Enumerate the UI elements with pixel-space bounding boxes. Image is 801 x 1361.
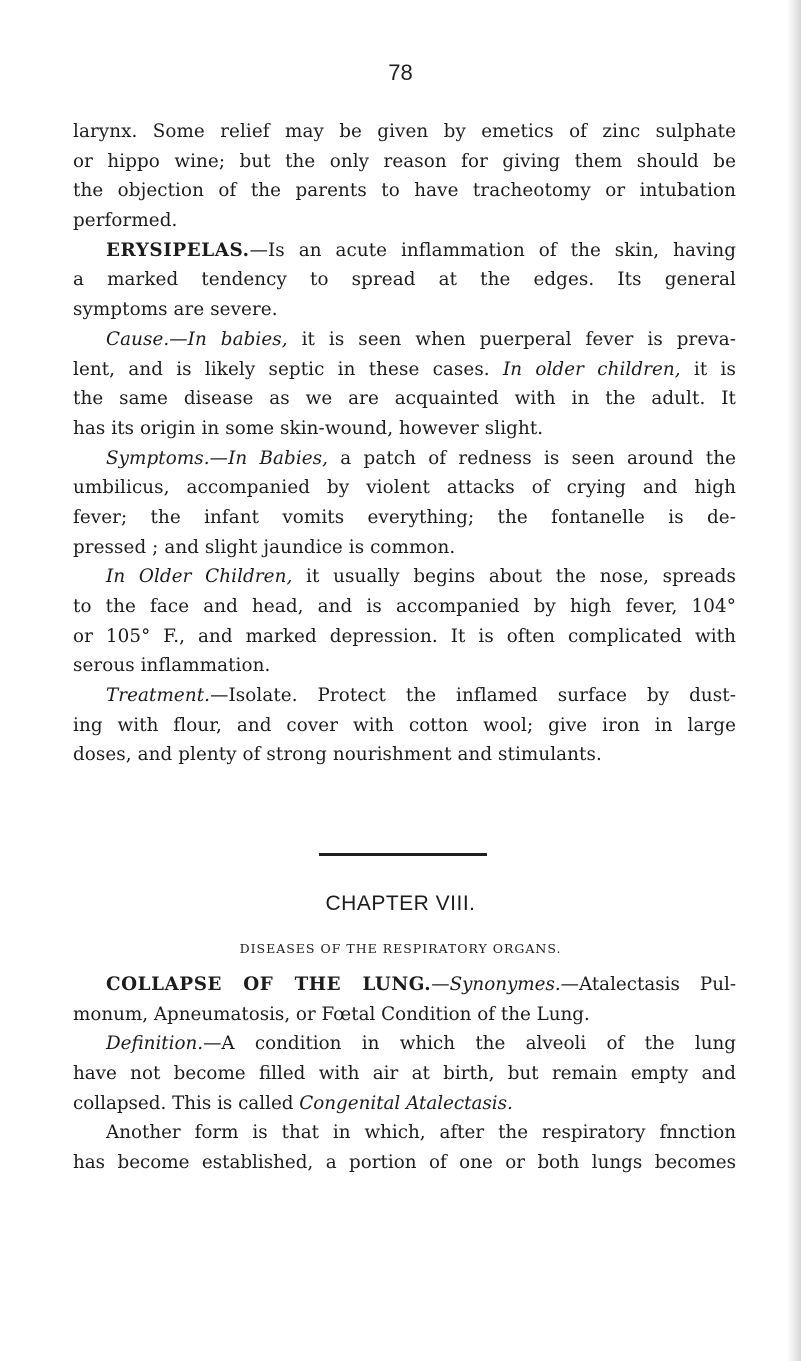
text-line: has become established, a portion of one or both lungs becomes <box>73 1152 736 1174</box>
chapter-title: CHAPTER VIII. <box>325 892 476 915</box>
text-line: a marked tendency to spread at the edges. Its general <box>73 269 736 291</box>
text-line: the same disease as we are acquainted with in the adult. It <box>73 388 736 410</box>
text-span: —Is an acute inflammation of the skin, having <box>249 239 736 261</box>
text-span: it usually begins about the nose, spreads <box>292 566 736 588</box>
treatment-line <box>73 681 736 711</box>
text-span: it is <box>680 358 736 380</box>
text-span: lent, and is likely septic in these cases. <box>73 358 503 380</box>
italic-span: Congenital Atalectasis. <box>299 1092 513 1114</box>
text-line: to the face and head, and is accompanied by high fever, 104° <box>73 596 736 617</box>
text-line: Another form is that in which, after the respiratory fnnction <box>106 1122 736 1144</box>
text-line: performed. <box>73 210 178 232</box>
text-line: doses, and plenty of strong nourishment and stimulants. <box>73 744 602 766</box>
text-span: —Isolate. Protect the inflamed surface by dust- <box>210 685 736 707</box>
text-line: the objection of the parents to have tracheotomy or intubation <box>73 180 736 202</box>
text-line: or hippo wine; but the only reason for giving them should be <box>73 150 736 172</box>
text-span: —A condition in which the alveoli of the lung <box>203 1033 736 1055</box>
text-line: serous inflammation. <box>73 655 271 677</box>
text-span: — <box>169 328 188 350</box>
text-span: — <box>431 974 450 995</box>
subheading-symptoms: Symptoms. <box>106 447 210 469</box>
text-line: fever; the infant vomits everything; the fontanelle is de- <box>73 506 736 528</box>
chapter-subtitle: DISEASES OF THE RESPIRATORY ORGANS. <box>239 941 562 956</box>
text-span: collapsed. This is called <box>73 1092 300 1114</box>
collapse-heading-line <box>73 970 736 1000</box>
subheading-cause: Cause. <box>106 328 170 350</box>
erysipelas-heading-line <box>73 236 736 266</box>
subheading-treatment: Treatment. <box>106 685 211 707</box>
text-line: monum, Apneumatosis, or Fœtal Condition of the Lung. <box>73 1003 590 1025</box>
older-children-line <box>73 562 736 592</box>
text-span: —Atalectasis Pul- <box>560 974 736 995</box>
body-text-upper <box>73 117 736 770</box>
subheading-definition: Definition. <box>106 1033 204 1055</box>
text-line: pressed ; and slight jaundice is common. <box>73 536 456 558</box>
section-heading-collapse-of-lung: COLLAPSE OF THE LUNG. <box>106 974 432 995</box>
italic-span: Synonymes. <box>449 974 561 995</box>
text-line: ing with flour, and cover with cotton wool; give iron in large <box>73 714 736 736</box>
symptoms-line <box>73 444 736 474</box>
page-edge-shadow <box>787 0 801 1361</box>
italic-span: In Babies, <box>228 447 329 469</box>
chapter-divider-rule <box>319 853 487 856</box>
text-line <box>73 355 736 385</box>
text-line: or 105° F., and marked depression. It is often complicated with <box>73 625 736 647</box>
text-line: symptoms are severe. <box>73 299 278 321</box>
body-text-lower <box>73 970 736 1178</box>
page-number: 78 <box>388 60 413 85</box>
italic-span: In older children, <box>502 358 681 380</box>
text-span: — <box>209 447 229 469</box>
text-line <box>73 1089 736 1119</box>
section-heading-erysipelas: ERYSIPELAS. <box>106 239 250 261</box>
definition-line <box>73 1029 736 1059</box>
subheading-older-children: In Older Children, <box>106 566 293 588</box>
text-line: has its origin in some skin-wound, however slight. <box>73 417 544 439</box>
text-line: umbilicus, accompanied by violent attacks of crying and high <box>73 477 736 499</box>
text-line: have not become filled with air at birth, but remain empty and <box>73 1063 736 1085</box>
text-line: larynx. Some relief may be given by emetics of zinc sulphate <box>73 121 736 142</box>
italic-span: In babies, <box>187 328 288 350</box>
text-span: a patch of redness is seen around the <box>328 447 736 469</box>
text-span: it is seen when puerperal fever is preva- <box>287 328 736 350</box>
cause-line <box>73 325 736 355</box>
